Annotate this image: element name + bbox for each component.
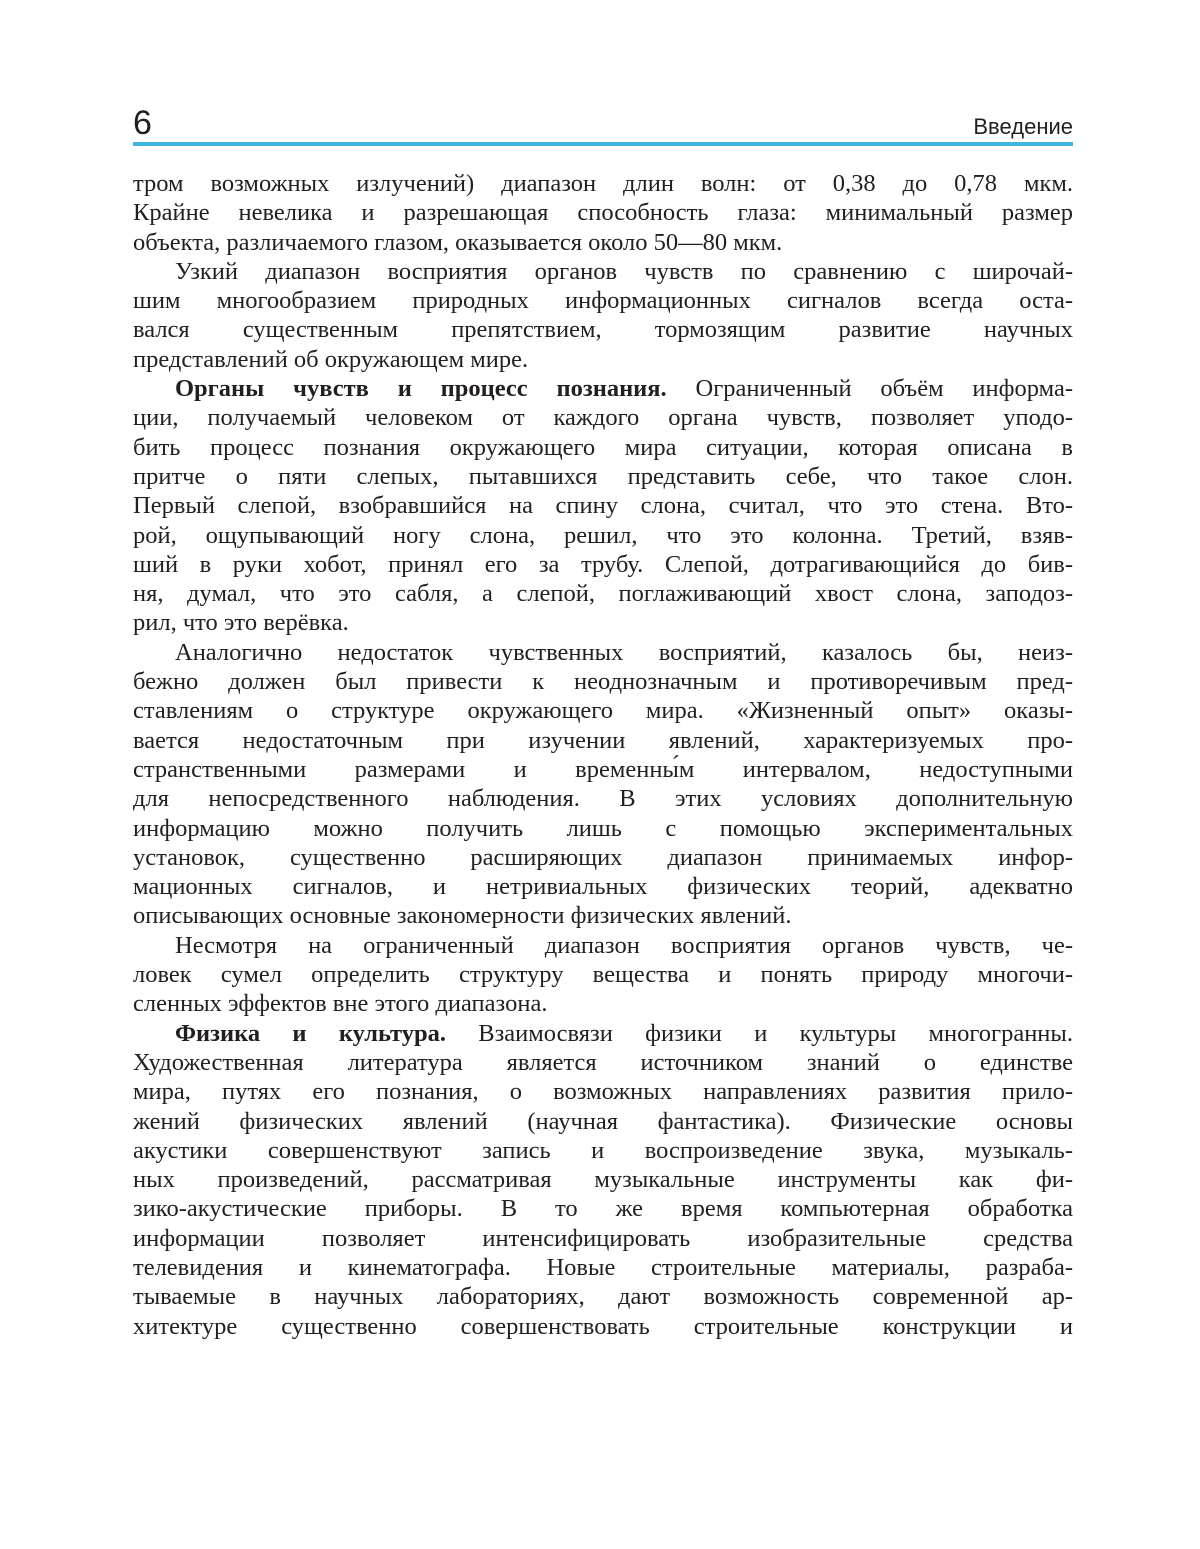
text-line	[133, 843, 1073, 872]
line-text: рой, ощупывающий ногу слона, решил, что это колонна. Третий, взяв-	[133, 521, 1073, 549]
text-line	[133, 1253, 1073, 1282]
line-text: Крайне невелика и разрешающая способность глаза: минимальный размер	[133, 199, 1073, 227]
line-text: Несмотря на ограниченный диапазон восприятия органов чувств, че-	[175, 931, 1073, 959]
body-text	[133, 169, 1073, 1341]
paragraph	[133, 638, 1073, 931]
text-line	[133, 872, 1073, 901]
text-line	[133, 755, 1073, 784]
line-text: информации позволяет интенсифицировать изобразительные средства	[133, 1224, 1073, 1252]
line-text: шим многообразием природных информационных сигналов всегда оста-	[133, 287, 1073, 315]
text-line	[133, 462, 1073, 491]
text-line	[133, 403, 1073, 432]
line-text: установок, существенно расширяющих диапазон принимаемых инфор-	[133, 843, 1073, 871]
page-number: 6	[133, 104, 152, 142]
line-text: тываемые в научных лабораториях, дают возможность современной ар-	[133, 1283, 1073, 1311]
running-header	[133, 104, 1073, 146]
text-line	[133, 1107, 1073, 1136]
line-text: странственными размерами и временны́м интервалом, недоступными	[133, 755, 1073, 783]
line-text: акустики совершенствуют запись и воспроизведение звука, музыкаль-	[133, 1136, 1073, 1164]
paragraph-lead-heading: Физика и культура.	[175, 1019, 446, 1047]
text-line	[133, 198, 1073, 227]
text-line	[133, 491, 1073, 520]
text-line	[133, 989, 1073, 1018]
text-line	[133, 638, 1073, 667]
text-line	[133, 1312, 1073, 1341]
line-text: мационных сигналов, и нетривиальных физических теорий, адекватно	[133, 873, 1073, 901]
text-line	[133, 1077, 1073, 1106]
line-text: Взаимосвязи физики и культуры многогранны.	[445, 1019, 1074, 1047]
line-text: ший в руки хобот, принял его за трубу. Слепой, дотрагивающийся до бив-	[133, 550, 1073, 578]
text-line	[133, 374, 1073, 403]
line-text: бежно должен был привести к неоднозначным и противоречивым пред-	[133, 668, 1073, 696]
paragraph	[133, 931, 1073, 1019]
section-title: Введение	[973, 114, 1073, 139]
paragraph	[133, 169, 1073, 257]
text-line	[133, 286, 1073, 315]
line-text: телевидения и кинематографа. Новые строительные материалы, разраба-	[133, 1253, 1073, 1281]
text-line	[133, 667, 1073, 696]
line-text: для непосредственного наблюдения. В этих условиях дополнительную	[133, 785, 1073, 813]
text-line	[133, 931, 1073, 960]
line-text: ня, думал, что это сабля, а слепой, поглаживающий хвост слона, заподоз-	[133, 580, 1073, 608]
text-line	[133, 169, 1073, 198]
text-line	[133, 814, 1073, 843]
text-line	[133, 579, 1073, 608]
line-text: тром возможных излучений) диапазон длин волн: от 0,38 до 0,78 мкм.	[133, 170, 1073, 197]
paragraph-lead-heading: Органы чувств и процесс познания.	[175, 375, 667, 403]
text-line	[133, 960, 1073, 989]
text-line	[133, 1048, 1073, 1077]
text-line	[133, 550, 1073, 579]
paragraph	[133, 1019, 1073, 1341]
line-text: ставлениям о структуре окружающего мира. «Жизненный опыт» оказы-	[133, 697, 1073, 725]
text-line	[133, 784, 1073, 813]
line-text: вался существенным препятствием, тормозящим развитие научных	[133, 316, 1073, 344]
line-text: сленных эффектов вне этого диапазона.	[133, 990, 548, 1018]
text-line	[133, 433, 1073, 462]
text-line	[133, 228, 1073, 257]
text-line	[133, 726, 1073, 755]
text-line	[133, 1019, 1073, 1048]
text-line	[133, 521, 1073, 550]
text-line	[133, 608, 1073, 637]
line-text: ных произведений, рассматривая музыкальные инструменты как фи-	[133, 1166, 1073, 1194]
line-text: информацию можно получить лишь с помощью экспериментальных	[133, 814, 1073, 842]
paragraph	[133, 257, 1073, 374]
line-text: хитектуре существенно совершенствовать строительные конструкции и	[133, 1312, 1073, 1340]
text-line	[133, 696, 1073, 725]
line-text: Художественная литература является источником знаний о единстве	[133, 1048, 1073, 1076]
text-line	[133, 1136, 1073, 1165]
line-text: представлений об окружающем мире.	[133, 345, 529, 373]
line-text: Узкий диапазон восприятия органов чувств по сравнению с широчай-	[175, 257, 1073, 285]
line-text: описывающих основные закономерности физических явлений.	[133, 902, 792, 930]
line-text: объекта, различаемого глазом, оказывается около 50—80 мкм.	[133, 228, 783, 256]
line-text: ции, получаемый человеком от каждого органа чувств, позволяет уподо-	[133, 404, 1073, 432]
paragraph	[133, 374, 1073, 638]
line-text: вается недостаточным при изучении явлений, характеризуемых про-	[133, 726, 1073, 754]
text-line	[133, 257, 1073, 286]
line-text: зико-акустические приборы. В то же время компьютерная обработка	[133, 1195, 1073, 1223]
text-line	[133, 1282, 1073, 1311]
line-text: притче о пяти слепых, пытавшихся представить себе, что такое слон.	[133, 462, 1073, 490]
line-text: рил, что это верёвка.	[133, 609, 349, 637]
text-line	[133, 1224, 1073, 1253]
text-line	[133, 901, 1073, 930]
line-text: Ограниченный объём информа-	[666, 375, 1073, 403]
line-text: мира, путях его познания, о возможных направлениях развития прило-	[133, 1078, 1073, 1106]
line-text: бить процесс познания окружающего мира ситуации, которая описана в	[133, 433, 1073, 461]
text-line	[133, 1165, 1073, 1194]
line-text: жений физических явлений (научная фантастика). Физические основы	[133, 1107, 1073, 1135]
text-line	[133, 315, 1073, 344]
text-line	[133, 1194, 1073, 1223]
line-text: Аналогично недостаток чувственных восприятий, казалось бы, неиз-	[175, 638, 1073, 666]
text-line	[133, 345, 1073, 374]
line-text: Первый слепой, взобравшийся на спину слона, считал, что это стена. Вто-	[133, 492, 1073, 520]
line-text: ловек сумел определить структуру вещества и понять природу многочи-	[133, 961, 1073, 989]
